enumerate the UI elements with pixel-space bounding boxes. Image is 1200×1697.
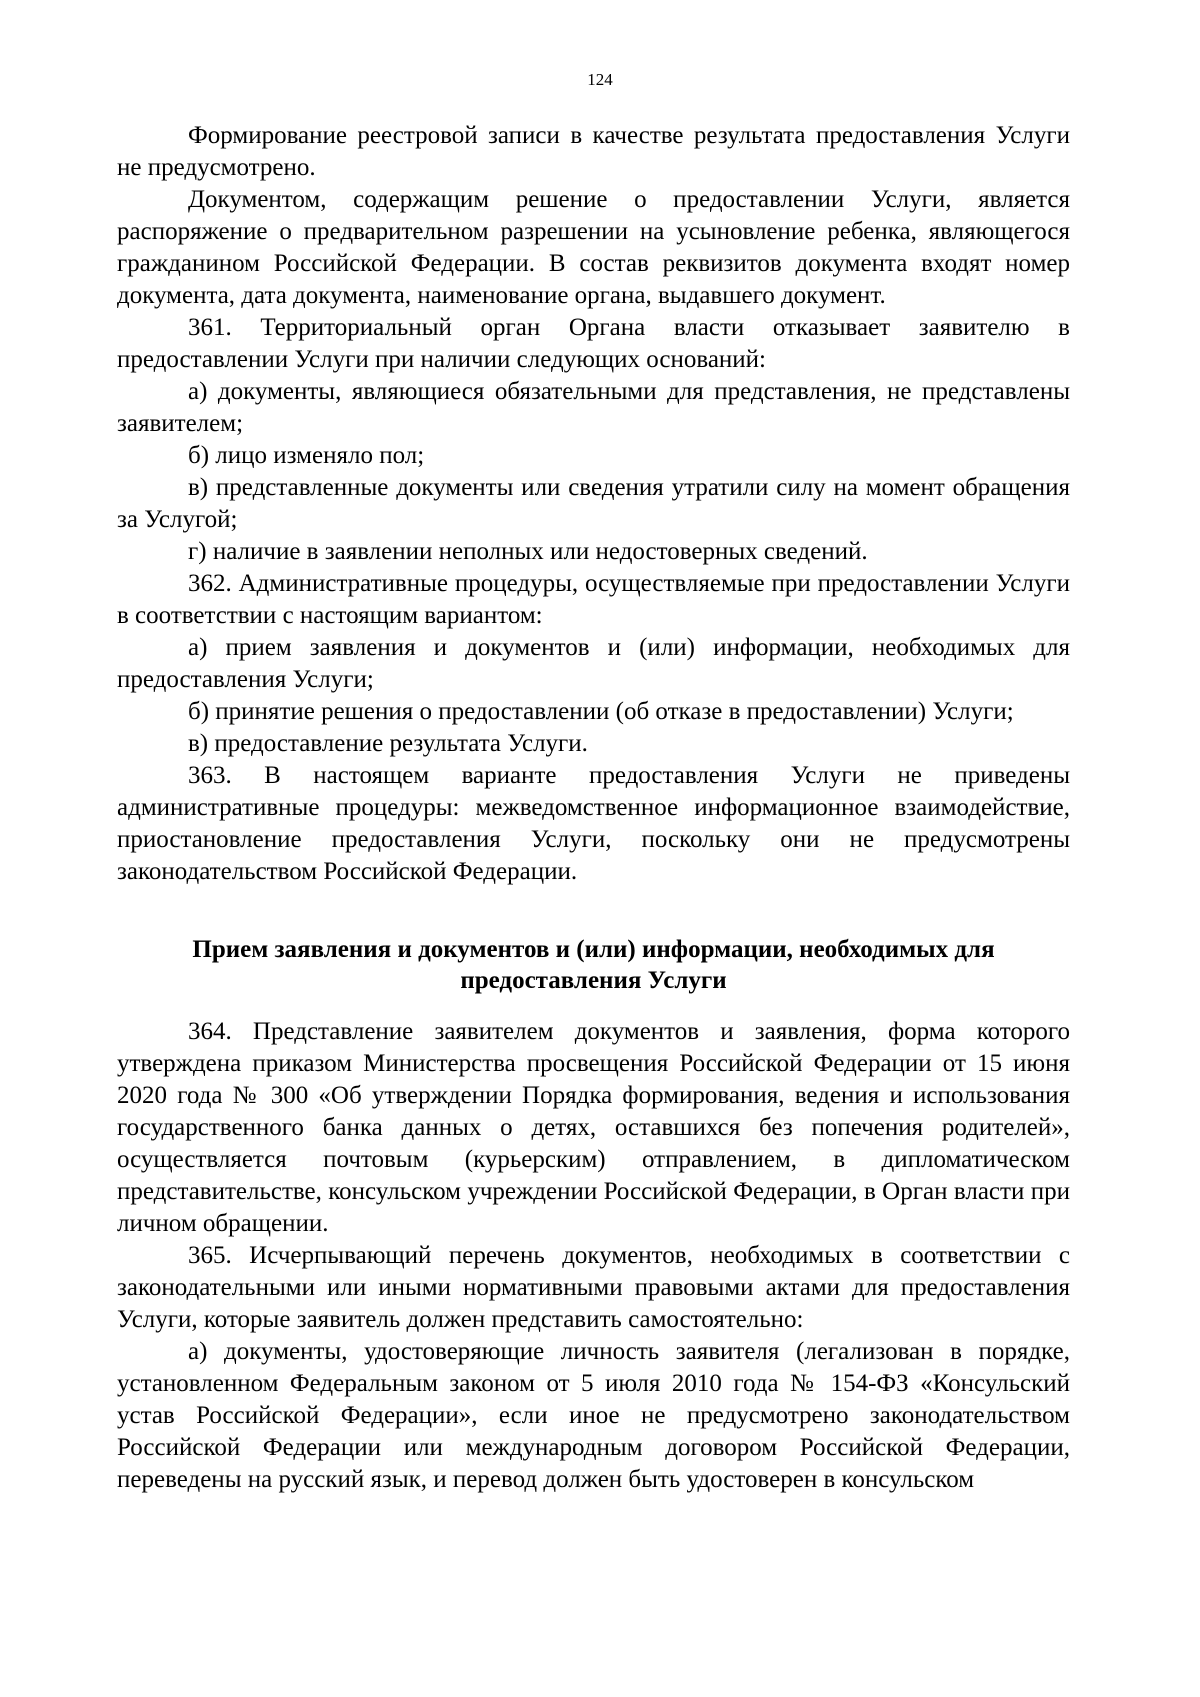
- list-item-362-a: а) прием заявления и документов и (или) информации, необходимых для предоставления Услуги;: [117, 634, 1070, 693]
- list-item-362-b: б) принятие решения о предоставлении (об отказе в предоставлении) Услуги;: [188, 698, 1014, 725]
- paragraph-363: 363. В настоящем варианте предоставления Услуги не приведены административные процедуры: межведомственное информационное взаимодействие, приостановление предоставления Услуги, поскольку они не предусмотрены законодательством Российской Федерации.: [117, 762, 1070, 885]
- list-item-362-v: в) предоставление результата Услуги.: [188, 730, 588, 757]
- spacer: [117, 888, 1070, 934]
- paragraph-registry-record: Формирование реестровой записи в качестве результата предоставления Услуги не предусмотрено.: [117, 122, 1070, 181]
- paragraph-361: 361. Территориальный орган Органа власти отказывает заявителю в предоставлении Услуги при наличии следующих оснований:: [117, 314, 1070, 373]
- list-item-365-a: а) документы, удостоверяющие личность заявителя (легализован в порядке, установленном Федеральным законом от 5 июля 2010 года № 154-ФЗ «Консульский устав Российской Федерации», если иное не предусмотрено законодательством Российской Федерации или международным договором Российской Федерации, переведены на русский язык, и перевод должен быть удостоверен в консульском: [117, 1338, 1070, 1493]
- section-heading: Прием заявления и документов и (или) информации, необходимых для предоставления Услуги: [192, 936, 995, 994]
- paragraph-decision-document: Документом, содержащим решение о предоставлении Услуги, является распоряжение о предварительном разрешении на усыновление ребенка, являющегося гражданином Российской Федерации. В состав реквизитов документа входят номер документа, дата документа, наименование органа, выдавшего документ.: [117, 186, 1070, 309]
- spacer: [117, 996, 1070, 1016]
- list-item-361-v: в) представленные документы или сведения утратили силу на момент обращения за Услугой;: [117, 474, 1070, 533]
- page-number: 124: [587, 70, 613, 89]
- paragraph-365: 365. Исчерпывающий перечень документов, необходимых в соответствии с законодательными или иными нормативными правовыми актами для предоставления Услуги, которые заявитель должен представить самостоятельно:: [117, 1242, 1070, 1333]
- list-item-361-b: б) лицо изменяло пол;: [188, 442, 425, 469]
- document-body: [117, 120, 1070, 1496]
- list-item-361-a: а) документы, являющиеся обязательными для представления, не представлены заявителем;: [117, 378, 1070, 437]
- paragraph-364: 364. Представление заявителем документов и заявления, форма которого утверждена приказом Министерства просвещения Российской Федерации от 15 июня 2020 года № 300 «Об утверждении Порядка формирования, ведения и использования государственного банка данных о детях, оставшихся без попечения родителей», осуществляется почтовым (курьерским) отправлением, в дипломатическом представительстве, консульском учреждении Российской Федерации, в Орган власти при личном обращении.: [117, 1018, 1070, 1237]
- paragraph-362: 362. Административные процедуры, осуществляемые при предоставлении Услуги в соответствии с настоящим вариантом:: [117, 570, 1070, 629]
- list-item-361-g: г) наличие в заявлении неполных или недостоверных сведений.: [188, 538, 868, 565]
